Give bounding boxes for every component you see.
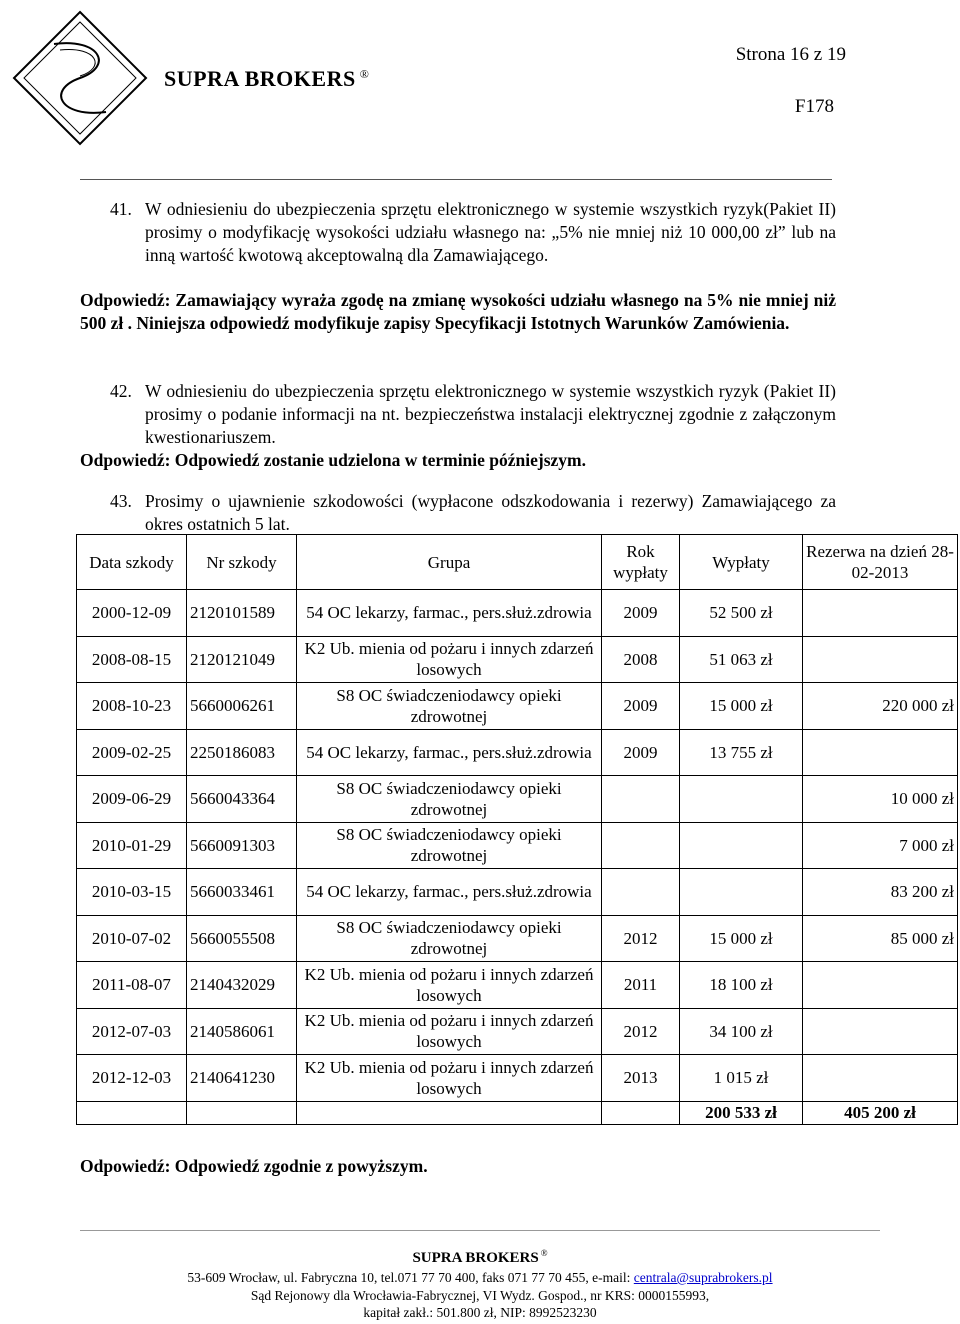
table-row xyxy=(77,869,958,916)
cell-date: 2012-12-03 xyxy=(77,1055,187,1102)
table-header-row xyxy=(77,535,958,590)
cell-payment xyxy=(680,822,803,869)
question-number: 43. xyxy=(110,491,132,511)
cell-empty xyxy=(297,1101,602,1124)
cell-empty xyxy=(187,1101,297,1124)
cell-date: 2011-08-07 xyxy=(77,962,187,1009)
cell-claim-no: 2250186083 xyxy=(187,729,297,776)
total-payments: 200 533 zł xyxy=(680,1101,803,1124)
question-43 xyxy=(110,490,836,536)
cell-year: 2013 xyxy=(602,1055,680,1102)
table-row xyxy=(77,636,958,683)
cell-group: K2 Ub. mienia od pożaru i innych zdarzeń losowych xyxy=(297,636,602,683)
cell-reserve xyxy=(803,1008,958,1055)
cell-group: K2 Ub. mienia od pożaru i innych zdarzeń losowych xyxy=(297,1008,602,1055)
question-number: 41. xyxy=(110,199,132,219)
cell-date: 2000-12-09 xyxy=(77,590,187,637)
totals-row xyxy=(77,1101,958,1124)
cell-empty xyxy=(602,1101,680,1124)
cell-payment: 15 000 zł xyxy=(680,915,803,962)
question-number: 42. xyxy=(110,381,132,401)
answer-41: Odpowiedź: Zamawiający wyraża zgodę na zmianę wysokości udziału własnego na 5% nie mniej niż 500 zł . Niniejsza odpowiedź modyfikuje zapisy Specyfikacji Istotnych Warunków Zamówienia. xyxy=(80,290,836,333)
cell-claim-no: 5660033461 xyxy=(187,869,297,916)
table-row xyxy=(77,729,958,776)
cell-empty xyxy=(77,1101,187,1124)
question-41 xyxy=(110,198,836,267)
cell-claim-no: 2120121049 xyxy=(187,636,297,683)
cell-group: K2 Ub. mienia od pożaru i innych zdarzeń losowych xyxy=(297,962,602,1009)
cell-year: 2012 xyxy=(602,1008,680,1055)
header-reserve: Rezerwa na dzień 28-02-2013 xyxy=(803,535,958,590)
cell-group: 54 OC lekarzy, farmac., pers.służ.zdrowia xyxy=(297,729,602,776)
cell-date: 2009-06-29 xyxy=(77,776,187,823)
table-row xyxy=(77,1055,958,1102)
cell-payment: 18 100 zł xyxy=(680,962,803,1009)
cell-reserve: 10 000 zł xyxy=(803,776,958,823)
cell-year: 2011 xyxy=(602,962,680,1009)
cell-year: 2009 xyxy=(602,590,680,637)
cell-group: K2 Ub. mienia od pożaru i innych zdarzeń losowych xyxy=(297,1055,602,1102)
cell-reserve: 83 200 zł xyxy=(803,869,958,916)
cell-payment: 1 015 zł xyxy=(680,1055,803,1102)
cell-reserve xyxy=(803,729,958,776)
footer-brand: SUPRA BROKERS ® xyxy=(412,1248,548,1266)
cell-reserve xyxy=(803,636,958,683)
table-row xyxy=(77,962,958,1009)
final-answer: Odpowiedź: Odpowiedź zgodnie z powyższym. xyxy=(80,1156,428,1176)
cell-claim-no: 5660043364 xyxy=(187,776,297,823)
cell-year xyxy=(602,869,680,916)
cell-group: 54 OC lekarzy, farmac., pers.służ.zdrowia xyxy=(297,869,602,916)
registered-mark: ® xyxy=(540,1248,548,1258)
footer-address: 53-609 Wrocław, ul. Fabryczna 10, tel.071 77 70 400, faks 071 77 70 455, e-mail: centrala@suprabrokers.pl xyxy=(187,1270,773,1285)
cell-payment xyxy=(680,776,803,823)
footer-capital: kapitał zakł.: 501.800 zł, NIP: 8992523230 xyxy=(363,1305,597,1320)
cell-year: 2009 xyxy=(602,729,680,776)
form-code: F178 xyxy=(794,96,834,117)
header-payments: Wypłaty xyxy=(680,535,803,590)
email-link[interactable]: centrala@suprabrokers.pl xyxy=(633,1270,773,1285)
cell-payment: 15 000 zł xyxy=(680,683,803,730)
question-text: W odniesieniu do ubezpieczenia sprzętu elektronicznego w systemie wszystkich ryzyk (Pakiet II) prosimy o podanie informacji na nt. bezpieczeństwa instalacji elektrycznej zgodnie z załączonym kwestionariuszem. xyxy=(145,381,836,447)
question-42 xyxy=(110,380,836,449)
cell-payment: 34 100 zł xyxy=(680,1008,803,1055)
cell-group: S8 OC świadczeniodawcy opieki zdrowotnej xyxy=(297,776,602,823)
cell-date: 2008-08-15 xyxy=(77,636,187,683)
cell-claim-no: 2140586061 xyxy=(187,1008,297,1055)
cell-reserve xyxy=(803,962,958,1009)
footer-divider xyxy=(80,1230,880,1231)
registered-mark: ® xyxy=(359,66,370,81)
cell-claim-no: 2120101589 xyxy=(187,590,297,637)
cell-reserve xyxy=(803,590,958,637)
cell-claim-no: 5660006261 xyxy=(187,683,297,730)
header-divider xyxy=(80,179,832,180)
cell-date: 2010-03-15 xyxy=(77,869,187,916)
header-year: Rok wypłaty xyxy=(602,535,680,590)
cell-payment: 51 063 zł xyxy=(680,636,803,683)
cell-group: S8 OC świadczeniodawcy opieki zdrowotnej xyxy=(297,915,602,962)
cell-reserve: 85 000 zł xyxy=(803,915,958,962)
table-row xyxy=(77,822,958,869)
cell-date: 2012-07-03 xyxy=(77,1008,187,1055)
cell-reserve: 7 000 zł xyxy=(803,822,958,869)
table-row xyxy=(77,776,958,823)
cell-payment: 13 755 zł xyxy=(680,729,803,776)
cell-year: 2009 xyxy=(602,683,680,730)
table-row xyxy=(77,683,958,730)
cell-date: 2009-02-25 xyxy=(77,729,187,776)
table-row xyxy=(77,590,958,637)
cell-year: 2008 xyxy=(602,636,680,683)
claims-table xyxy=(76,534,958,1125)
cell-reserve xyxy=(803,1055,958,1102)
header-brand: SUPRA BROKERS ® xyxy=(164,66,370,91)
cell-payment: 52 500 zł xyxy=(680,590,803,637)
header-date: Data szkody xyxy=(77,535,187,590)
cell-group: 54 OC lekarzy, farmac., pers.służ.zdrowia xyxy=(297,590,602,637)
page-number: Strona 16 z 19 xyxy=(735,44,846,65)
question-text: W odniesieniu do ubezpieczenia sprzętu elektronicznego w systemie wszystkich ryzyk(Pakiet II) prosimy o modyfikację wysokości udziału własnego na: „5% nie mniej niż 10 000,00 zł” lub na inną wartość kwotową akceptowalną dla Zamawiającego. xyxy=(145,199,836,265)
header-claim-no: Nr szkody xyxy=(187,535,297,590)
total-reserve: 405 200 zł xyxy=(803,1101,958,1124)
table-row xyxy=(77,1008,958,1055)
question-text: Prosimy o ujawnienie szkodowości (wypłacone odszkodowania i rezerwy) Zamawiającego za okres ostatnich 5 lat. xyxy=(145,491,836,534)
table-row xyxy=(77,915,958,962)
answer-42: Odpowiedź: Odpowiedź zostanie udzielona w terminie późniejszym. xyxy=(80,450,587,470)
cell-claim-no: 2140432029 xyxy=(187,962,297,1009)
company-logo xyxy=(10,8,150,148)
header-group: Grupa xyxy=(297,535,602,590)
cell-payment xyxy=(680,869,803,916)
cell-year xyxy=(602,776,680,823)
cell-year: 2012 xyxy=(602,915,680,962)
cell-group: S8 OC świadczeniodawcy opieki zdrowotnej xyxy=(297,683,602,730)
footer-court: Sąd Rejonowy dla Wrocławia-Fabrycznej, VI Wydz. Gospod., nr KRS: 0000155993, xyxy=(250,1288,710,1303)
cell-date: 2010-01-29 xyxy=(77,822,187,869)
cell-date: 2008-10-23 xyxy=(77,683,187,730)
cell-group: S8 OC świadczeniodawcy opieki zdrowotnej xyxy=(297,822,602,869)
cell-claim-no: 5660091303 xyxy=(187,822,297,869)
cell-year xyxy=(602,822,680,869)
cell-claim-no: 5660055508 xyxy=(187,915,297,962)
cell-claim-no: 2140641230 xyxy=(187,1055,297,1102)
cell-date: 2010-07-02 xyxy=(77,915,187,962)
cell-reserve: 220 000 zł xyxy=(803,683,958,730)
